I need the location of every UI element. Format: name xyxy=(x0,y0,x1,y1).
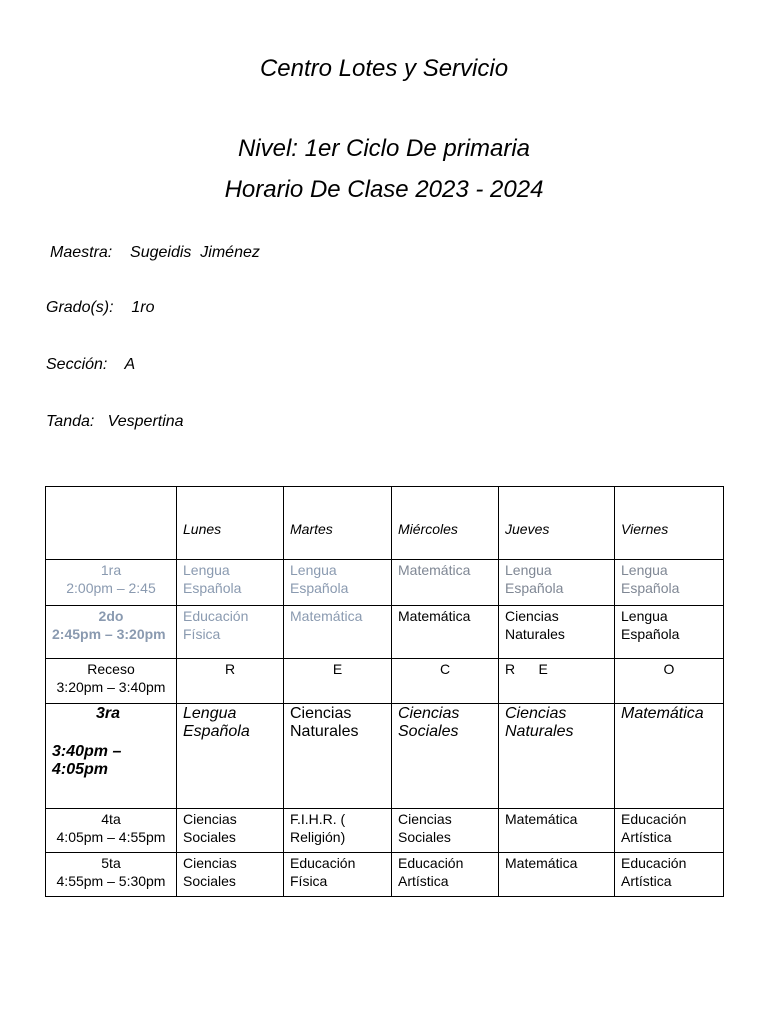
recess-letter: R xyxy=(177,659,284,704)
corner-cell xyxy=(46,487,177,560)
time-slot-cell xyxy=(46,606,177,659)
class-cell: Ciencias Naturales xyxy=(499,704,615,809)
slot-label: 2do xyxy=(98,608,124,624)
table-row xyxy=(46,704,724,809)
time-slot-cell xyxy=(46,809,177,853)
school-name: Centro Lotes y Servicio xyxy=(259,55,509,82)
table-row xyxy=(46,809,724,853)
class-cell: Ciencias Sociales xyxy=(392,704,499,809)
class-cell: Educación Física xyxy=(284,853,392,897)
slot-time: 3:20pm – 3:40pm xyxy=(56,679,166,695)
table-row xyxy=(46,560,724,606)
time-slot-cell xyxy=(46,853,177,897)
teacher-line: Maestra: Sugeidis Jiménez xyxy=(50,244,260,261)
class-cell: Lengua Española xyxy=(177,704,284,809)
class-cell: Matemática xyxy=(392,606,499,659)
recess-letter: O xyxy=(615,659,724,704)
slot-label: 3ra xyxy=(96,705,121,722)
class-cell: Matemática xyxy=(615,704,724,809)
table-row xyxy=(46,606,724,659)
table-header-row xyxy=(46,487,724,560)
class-cell: Ciencias Naturales xyxy=(499,606,615,659)
class-cell: Ciencias Sociales xyxy=(177,809,284,853)
class-cell: Matemática xyxy=(392,560,499,606)
class-cell: Lengua Española xyxy=(615,606,724,659)
class-cell: Lengua Española xyxy=(284,560,392,606)
time-slot-cell xyxy=(46,560,177,606)
section-line: Sección: A xyxy=(46,356,136,373)
slot-label: 5ta xyxy=(101,855,121,871)
slot-time: 4:55pm – 5:30pm xyxy=(56,873,166,889)
class-cell: Educación Artística xyxy=(392,853,499,897)
class-cell: F.I.H.R. ( Religión) xyxy=(284,809,392,853)
class-cell: Lengua Española xyxy=(615,560,724,606)
day-header: Lunes xyxy=(177,487,284,560)
time-slot-cell xyxy=(46,704,177,809)
class-cell: Ciencias Sociales xyxy=(392,809,499,853)
class-cell: Matemática xyxy=(499,853,615,897)
class-cell: Educación Artística xyxy=(615,853,724,897)
table-row xyxy=(46,853,724,897)
class-cell: Ciencias Sociales xyxy=(177,853,284,897)
class-cell: Lengua Española xyxy=(499,560,615,606)
recess-letter: E xyxy=(284,659,392,704)
recess-letter: R E xyxy=(499,659,615,704)
day-header: Miércoles xyxy=(392,487,499,560)
shift-line: Tanda: Vespertina xyxy=(46,413,184,430)
slot-time: 2:45pm – 3:20pm xyxy=(52,626,166,642)
grade-line: Grado(s): 1ro xyxy=(46,299,155,316)
day-header: Martes xyxy=(284,487,392,560)
schedule-title: Horario De Clase 2023 - 2024 xyxy=(224,176,544,203)
level-title: Nivel: 1er Ciclo De primaria xyxy=(237,135,531,162)
slot-time: 3:40pm – 4:05pm xyxy=(52,743,122,778)
schedule-table xyxy=(45,486,724,897)
slot-label: Receso xyxy=(87,661,135,677)
class-cell: Lengua Española xyxy=(177,560,284,606)
time-slot-cell xyxy=(46,659,177,704)
class-cell: Ciencias Naturales xyxy=(284,704,392,809)
slot-time: 4:05pm – 4:55pm xyxy=(56,829,166,845)
day-header: Viernes xyxy=(615,487,724,560)
recess-letter: C xyxy=(392,659,499,704)
class-cell: Matemática xyxy=(284,606,392,659)
class-cell: Educación Artística xyxy=(615,809,724,853)
slot-label: 4ta xyxy=(101,811,121,827)
day-header: Jueves xyxy=(499,487,615,560)
recess-row xyxy=(46,659,724,704)
slot-label: 1ra xyxy=(100,562,122,578)
class-cell: Matemática xyxy=(499,809,615,853)
class-cell: Educación Física xyxy=(177,606,284,659)
slot-time: 2:00pm – 2:45 xyxy=(66,580,156,596)
